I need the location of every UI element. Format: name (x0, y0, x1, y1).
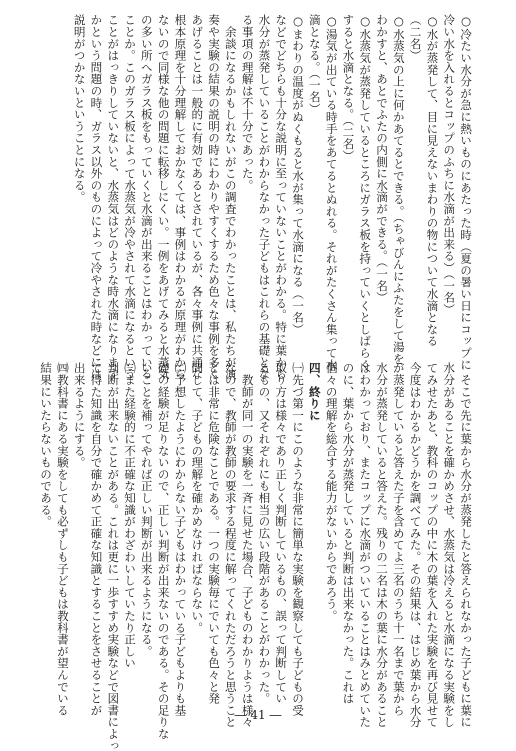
text-line: 教師が同一の実験を一斉に見せた場合、子どものわかりようは様々 (240, 362, 255, 728)
text-line: ㈢また経験的に不正確な知識がわざわいしていたり正しい (123, 362, 138, 669)
text-line: 取り方は様々であり正しく判断しているもの、誤って判断してい (274, 362, 289, 705)
text-line: そこで先に葉から水分が蒸発したと答えられなかった子どもに葉に (459, 362, 473, 728)
text-line: 個々の理解を総合する能力がないからであろう。 (324, 362, 339, 622)
text-line: ○水が蒸発して、目に見えないまわりの物について水滴となる (425, 14, 440, 347)
text-line: ないので同様な他の問題に転移しにくい。一例をあげてみると水蒸気 (156, 14, 171, 380)
text-line: ㈣教科書にある実験をしても必ずしも子どもは教科書が望んでいる (55, 362, 70, 716)
text-line: ㈡予想したようにわからない子どもはわかっている子どもよりも基 (173, 362, 188, 716)
text-line: （二名） (408, 14, 423, 62)
text-line: 出来るようにする。 (72, 362, 87, 469)
text-line: 滴となる。（一名） (307, 14, 322, 115)
text-line: ○湯気が出ている時手をあてるとぬれる。それがたくさん集って水 (324, 14, 339, 371)
text-line: 水分があることを確かめさせ、水蒸気は冷えると水滴になる実験をし (442, 362, 457, 728)
text-line: が蒸発していると答えた子を含めてよ三名のうち十一名まで葉から (391, 362, 406, 716)
text-line: るもの、又それぞれにも相当の広い段階があることがわかった。 (257, 362, 272, 705)
text-line: 今度はわかるかどうかを調べてみた。その結果は、はじめ葉から水分 (408, 362, 423, 728)
page-number: ― 41 ― (234, 708, 282, 722)
text-line: 水分が蒸発していることがわからなかった子どもはこれらの基礎とな (257, 14, 272, 380)
text-line: ○まわりの温度がぬくもると水が集って水滴になる（一名） (291, 14, 306, 335)
text-line: 根本原理を十分理解しておかなくては、事例はわかるが原理がわから (173, 14, 188, 380)
text-line: 礎の経験が足りないので、正しい判断が出来ないのである。その足りな (156, 362, 171, 740)
text-line: 判断が出来ないことがある。これは更に一歩すすめ実験などで図書によっ (106, 362, 121, 751)
text-line: る事項の理解は不十分であった。 (240, 14, 255, 191)
text-line: 冷い水を入れるとコップのふちに水滴が出来る）（一名） (442, 14, 457, 315)
text-line: 問して、子どもの理解を確かめなければならない。 (190, 362, 205, 634)
upper-text-column (71, 14, 474, 380)
text-line: なので、教師が教師の要求する程度に解ってくれただろうと思うこと (223, 362, 238, 728)
text-line: 説明がつかないということになる。 (72, 14, 87, 203)
text-line: ことがはっきりしていないと、水蒸気はどのような時水滴になります (106, 14, 121, 380)
text-line: はわかっており、またコップに水滴がついていることはみとめていた (358, 362, 373, 728)
text-line: の多い所へガラス板をもっていくと水滴が出来ることはわかっている (139, 14, 154, 380)
text-line: 四、終りに (307, 362, 322, 421)
text-line: 結果にいたらないものである。 (39, 362, 54, 528)
text-line: てみせたあと、教科のコップの中に木の葉を入れた実験を再び見せて (425, 362, 440, 728)
text-line: て得た知識を自分で確かめて正確な知識とすることをさせることが (89, 362, 104, 716)
text-line: いことを補ってやれば正しい判断が出来るようになる。 (139, 362, 154, 657)
text-line: ことか。このガラス板によって水蒸気が冷やされて水滴になるという (123, 14, 138, 380)
text-line: とは非常に危険なことである。一つの実験毎にでいても色々と発 (207, 362, 222, 705)
text-line: 余談になるかもしれないがこの調査でわかったことは、私たちが演 (223, 14, 238, 380)
text-line: ○冷たい水分が急に熱いものにあたった時（夏の暑い日にコップに (459, 14, 473, 371)
text-line: などでどちらも十分な説明に至っていないことがわかる。特に葉から (274, 14, 289, 380)
text-line: わかすと、あとでふたの内側に水滴ができる。（一名） (375, 14, 390, 304)
text-line: のに、葉から水分が蒸発していると判断は出来なかった。これは (341, 362, 356, 705)
text-line: 水分が蒸発していると答えた。残りの二名は木の葉に水分があること (375, 362, 390, 728)
text-line: 奏や実験の結果の説明の時にわかりやすくするため色々な事例を多く (207, 14, 222, 380)
text-line: ○水蒸気の上に何かあてるとできる。（ちゃびんにふたをして湯を (391, 14, 406, 365)
text-line: あげることは一般的に有効であるとされているが、各々事例に共通な (190, 14, 205, 380)
text-line: すると水滴となる。（二名） (341, 14, 356, 162)
text-line: かという問題の時、ガラス以外のものによって冷やされた時などには (89, 14, 104, 380)
text-line: ㈠先づ第一にこのような非常に簡単な実験を観察しても子どもの受 (291, 362, 306, 716)
text-line: ○水蒸気が蒸発しているところにガラス板を持っていくとしばらく (358, 14, 373, 371)
